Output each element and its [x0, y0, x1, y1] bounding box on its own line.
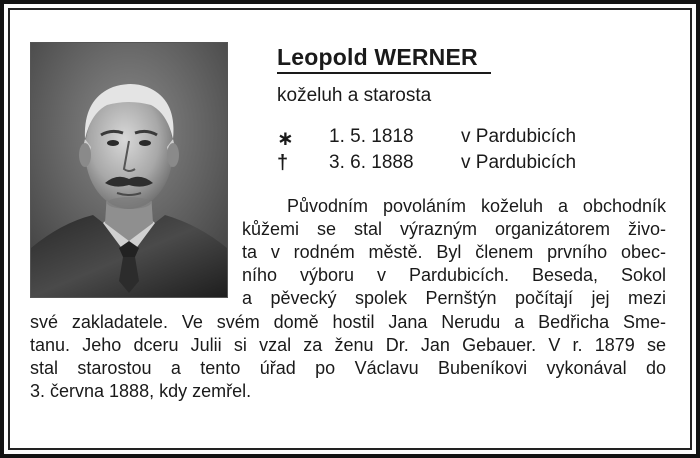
name-underline: [277, 72, 491, 74]
occupation: koželuh a starosta: [277, 85, 432, 106]
biography-line: kůžemi se stal výrazným organizátorem živo-: [242, 219, 666, 239]
person-name: Leopold WERNER: [277, 44, 478, 70]
birth-symbol: ∗: [277, 128, 294, 150]
biography-line: a pěvecký spolek Pernštýn počítají jej mezi: [242, 288, 666, 308]
biography-line: stal starostou a tento úřad po Václavu Bubeníkovi vykonával do: [30, 358, 666, 378]
biography-line: Původním povoláním koželuh a obchodník: [287, 196, 666, 216]
birth-date: 1. 5. 1818: [329, 126, 414, 147]
portrait-photo: [30, 42, 228, 298]
biography-line: ního výboru v Pardubicích. Beseda, Sokol: [242, 265, 666, 285]
biography-line: své zakladatele. Ve svém domě hostil Jana Nerudu a Bedřicha Sme-: [30, 312, 666, 332]
biography-line: ta v rodném městě. Byl členem prvního obec-: [242, 242, 666, 262]
birth-place: v Pardubicích: [461, 126, 577, 147]
death-date: 3. 6. 1888: [329, 152, 414, 173]
death-place: v Pardubicích: [461, 152, 577, 173]
biography-line: tanu. Jeho dceru Julii si vzal za ženu Dr. Jan Gebauer. V r. 1879 se: [30, 335, 666, 355]
death-symbol: †: [277, 152, 289, 174]
biography-line: 3. června 1888, kdy zemřel.: [30, 381, 252, 401]
